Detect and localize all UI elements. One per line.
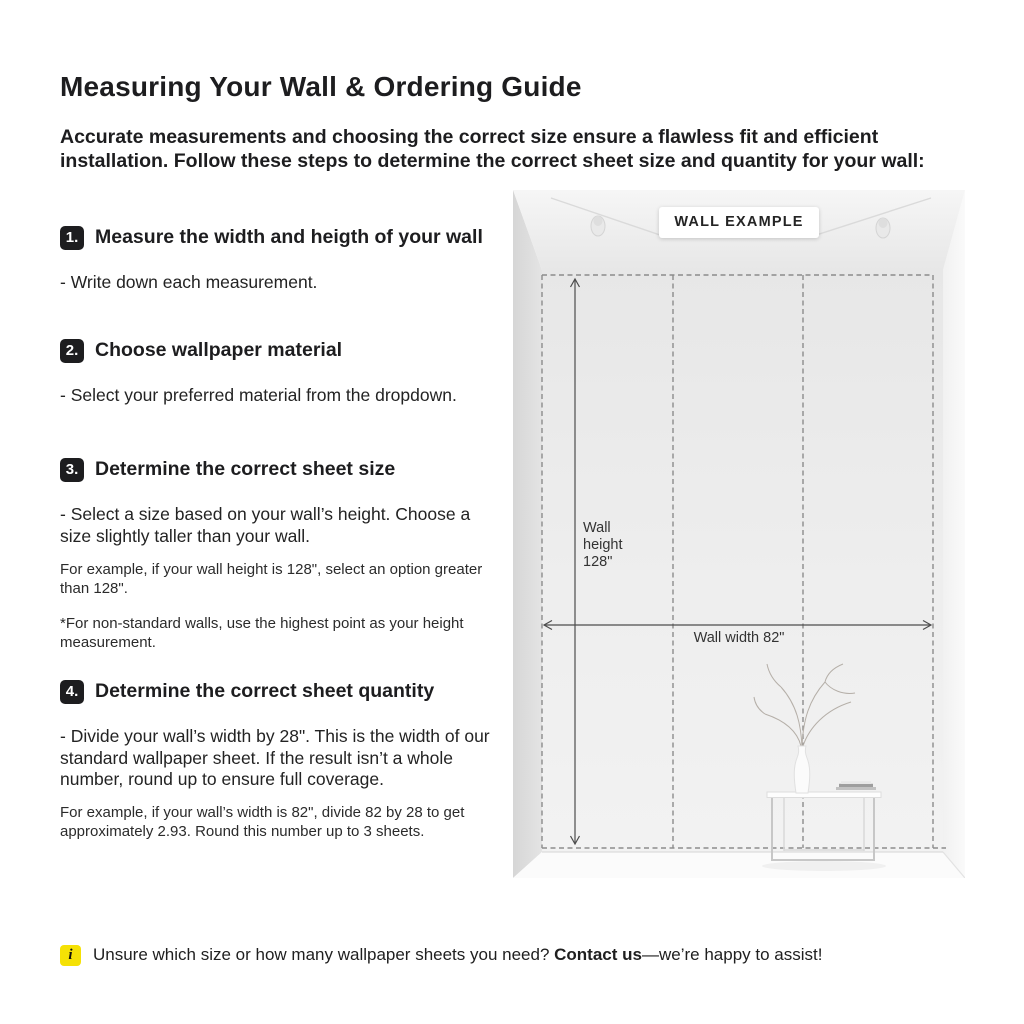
step-3-title: Determine the correct sheet size (95, 458, 396, 481)
contact-us-link[interactable]: Contact us (554, 945, 642, 964)
wall-example-image (513, 190, 965, 878)
table-top (767, 792, 881, 798)
books-stack (836, 781, 876, 790)
step-4-number-badge: 4. (60, 680, 84, 704)
step-2-body: - Select your preferred material from the dropdown. (60, 385, 457, 406)
step-4-title: Determine the correct sheet quantity (95, 680, 435, 703)
wall-example-badge: WALL EXAMPLE (659, 207, 819, 238)
floor (513, 852, 965, 878)
step-1-body: - Write down each measurement. (60, 272, 318, 293)
step-3-asterisk-note: *For non-standard walls, use the highest point as your height measurement. (60, 615, 464, 651)
step-1 (60, 210, 492, 294)
ceiling-spotlight-right (876, 218, 890, 238)
step-4-example-note: For example, if your wall’s width is 82", divide 82 by 28 to get approximately 2.93. Round this number up to 3 sheets. (60, 804, 465, 840)
room-illustration (513, 190, 965, 878)
left-wall (513, 190, 542, 878)
step-1-number-badge: 1. (60, 226, 84, 250)
table-shadow (762, 861, 886, 871)
step-3-example-note: For example, if your wall height is 128", select an option greater than 128". (60, 561, 483, 597)
step-4-body: - Divide your wall’s width by 28". This is the width of our standard wallpaper sheet. If the result isn’t a whole number, round up to ensure full coverage. (60, 726, 490, 790)
wall-width-label: Wall width 82" (693, 630, 785, 646)
ceiling-spotlight-left (591, 216, 605, 236)
step-2-title: Choose wallpaper material (95, 339, 343, 362)
step-2 (60, 323, 492, 407)
intro-text: Accurate measurements and choosing the correct size ensure a flawless fit and efficient installation. Follow these steps to determine the correct sheet size and quantity for your wall: (60, 125, 925, 172)
info-icon: i (60, 945, 81, 966)
wall-height-label (583, 520, 623, 571)
help-text-before: Unsure which size or how many wallpaper sheets you need? (93, 945, 555, 964)
help-text-after: —we’re happy to assist! (641, 945, 823, 964)
step-3-number-badge: 3. (60, 458, 84, 482)
help-footer (60, 944, 960, 966)
step-2-number-badge: 2. (60, 339, 84, 363)
page-title: Measuring Your Wall & Ordering Guide (60, 70, 582, 102)
step-4 (60, 664, 492, 842)
help-text (93, 944, 822, 966)
wall-height-label-line1: Wall (583, 520, 611, 536)
wall-height-label-line2: height (583, 537, 623, 554)
wall-height-label-line3: 128" (583, 554, 613, 571)
right-wall (943, 190, 965, 878)
step-3-body: - Select a size based on your wall’s height. Choose a size slightly taller than your wall. (60, 504, 471, 546)
step-1-title: Measure the width and heigth of your wall (95, 226, 483, 249)
step-3 (60, 442, 492, 652)
